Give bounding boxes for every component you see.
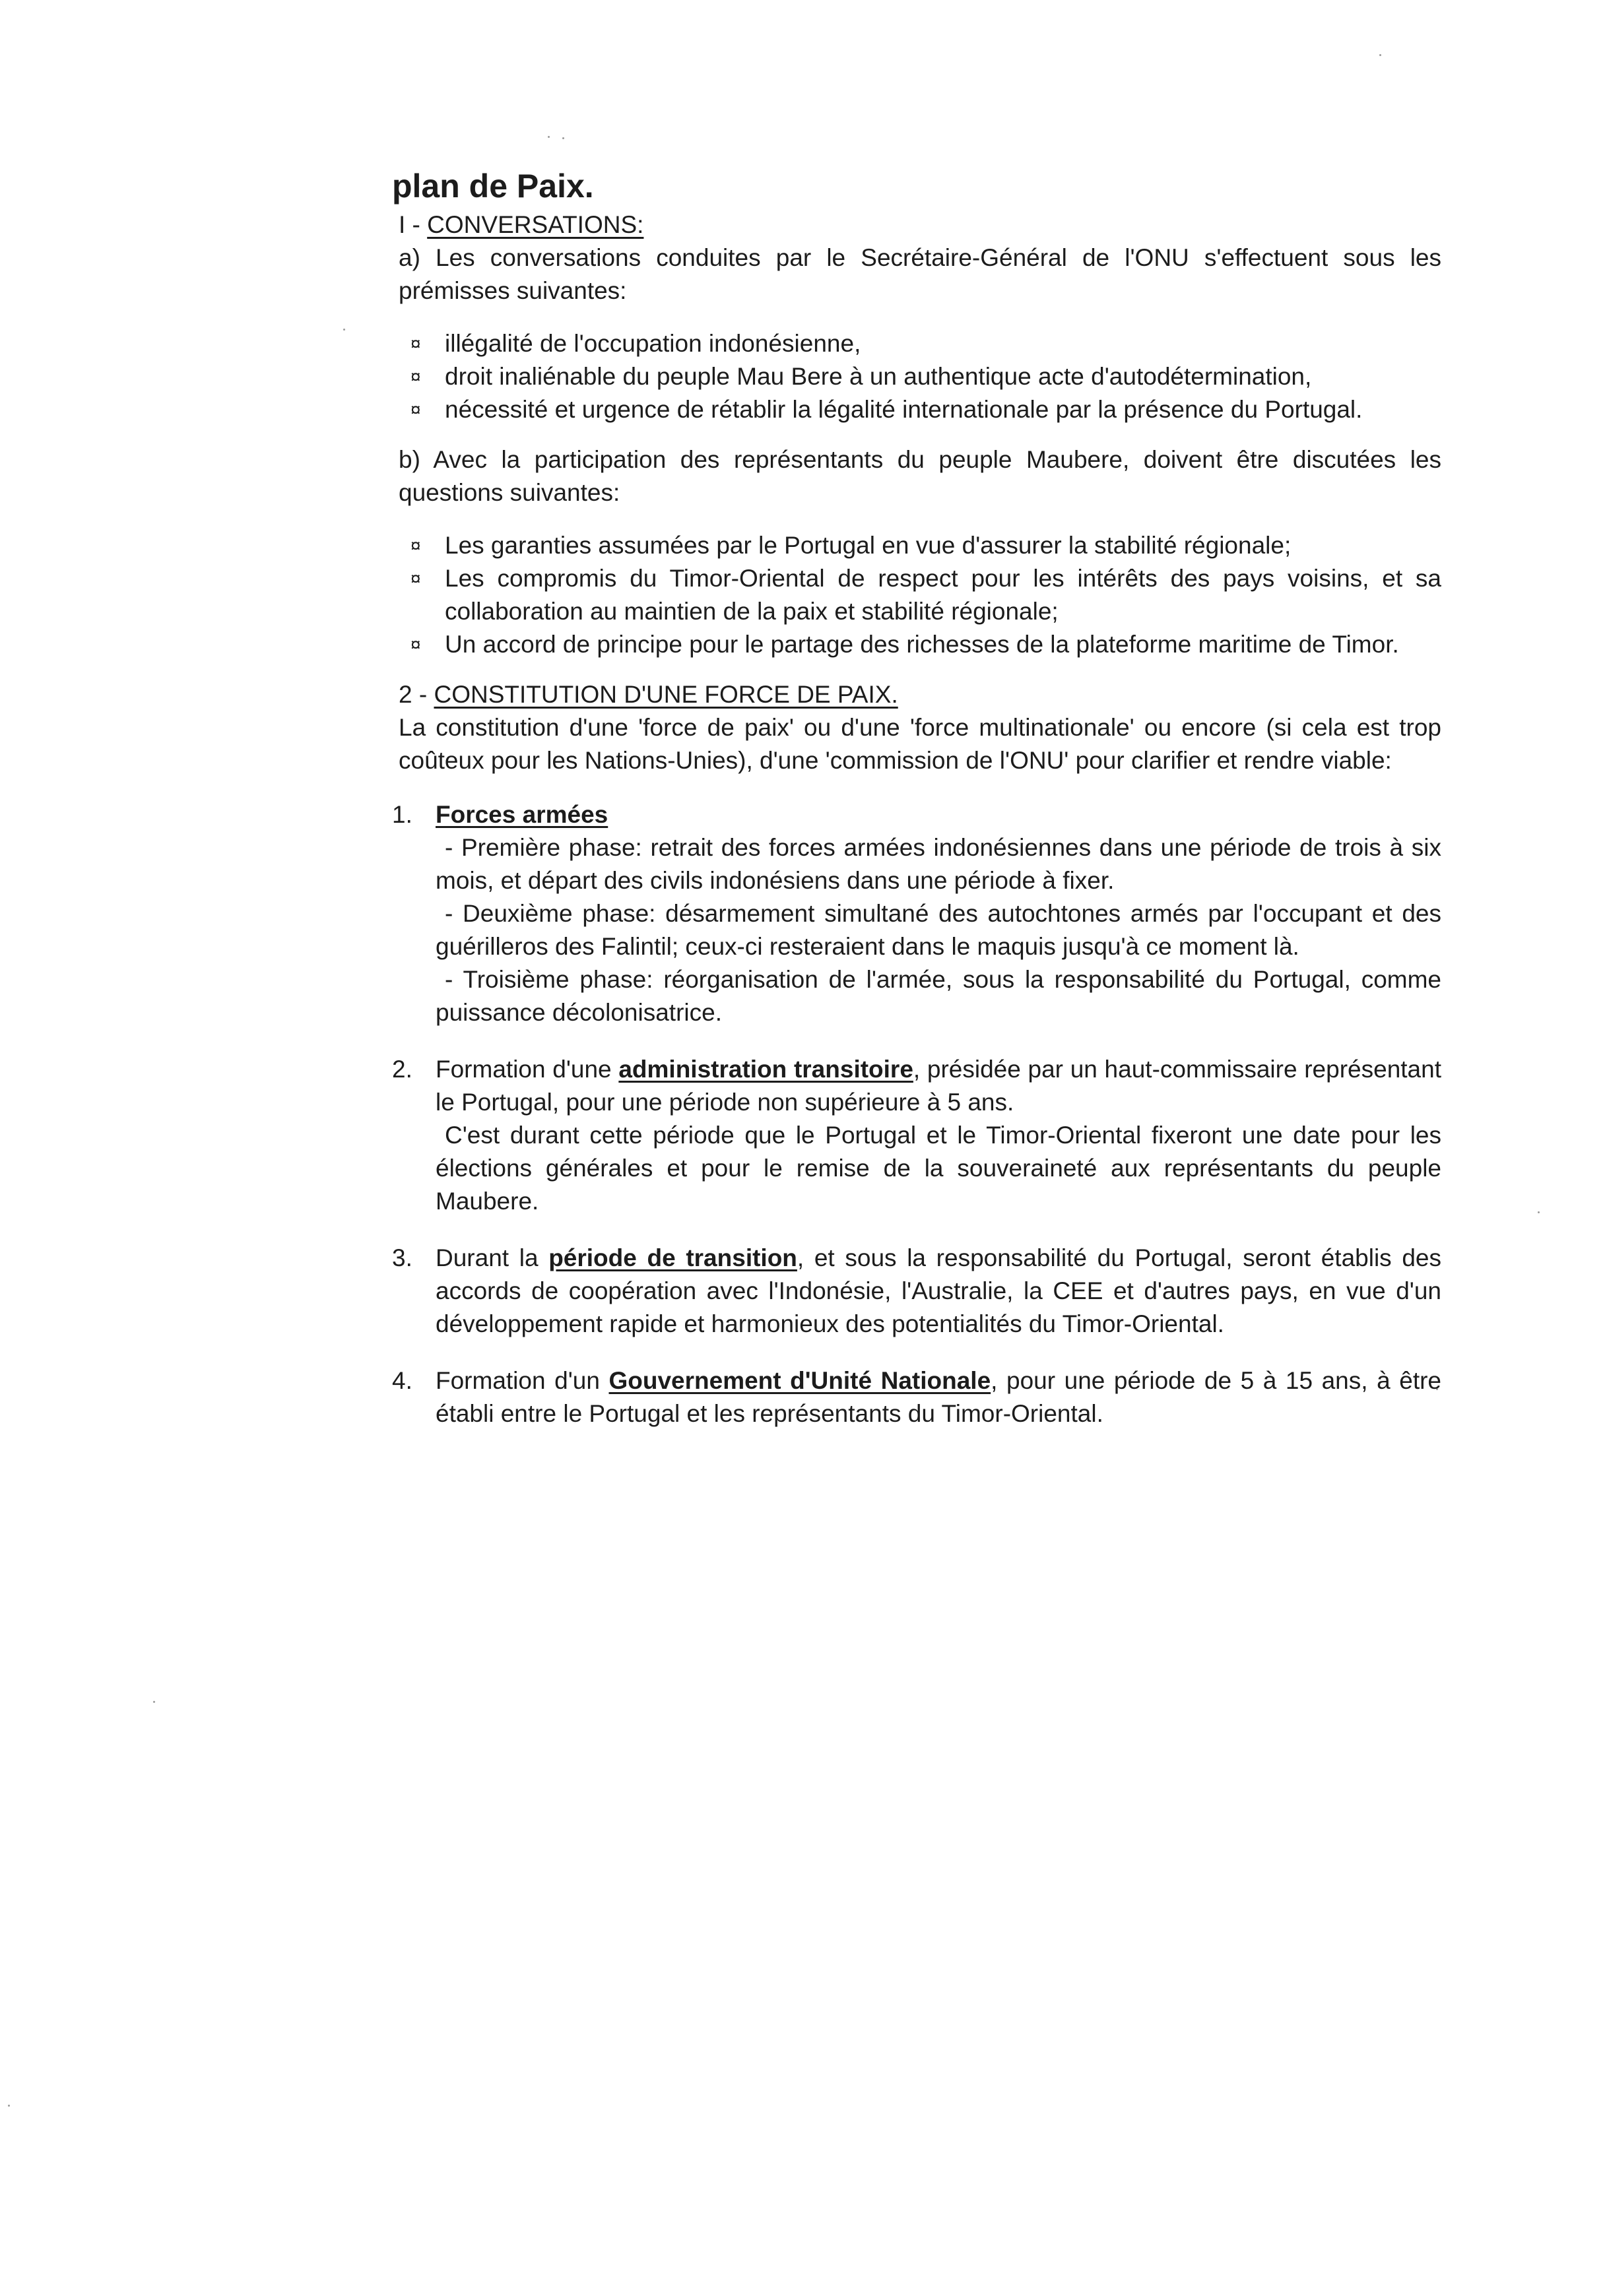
section-2-intro: La constitution d'une 'force de paix' ou d'une 'force multinationale' ou encore (si cela est trop coûteux pour les Nations-Unies), d'une 'commission de l'ONU' pour clarifier et rendre viable: xyxy=(399,714,1441,774)
item-text: Formation d'un Gouvernement d'Unité Nationale, pour une période de 5 à 15 ans, à être établi entre le Portugal et les représentants du Timor-Oriental. xyxy=(436,1367,1441,1427)
bullet-icon: ¤ xyxy=(410,535,421,556)
measures-list xyxy=(392,798,1441,1430)
scan-speck xyxy=(1379,54,1381,56)
item-emphasis: administration transitoire xyxy=(618,1056,913,1083)
section-2-heading xyxy=(392,678,1441,711)
item-text: Formation d'une administration transitoire, présidée par un haut-commissaire représentant le Portugal, pour une période non supérieure à 5 ans. xyxy=(436,1056,1441,1116)
bullet-icon: ¤ xyxy=(410,333,421,354)
list-item: ¤ Les compromis du Timor-Oriental de respect pour les intérêts des pays voisins, et sa collaboration au maintien de la paix et stabilité régionale; xyxy=(445,562,1441,628)
scan-speck xyxy=(562,137,564,139)
document-body xyxy=(392,165,1441,1454)
questions-list xyxy=(392,529,1441,661)
phase-3: - Troisième phase: réorganisation de l'armée, sous la responsabilité du Portugal, comme puissance décolonisatrice. xyxy=(436,966,1441,1026)
premises-list xyxy=(392,327,1441,426)
phase-1: - Première phase: retrait des forces armées indonésiennes dans une période de trois à six mois, et départ des civils indonésiens dans une période à fixer. xyxy=(436,834,1441,894)
scan-speck xyxy=(343,329,345,331)
item-number: 1. xyxy=(392,801,412,828)
bullet-icon: ¤ xyxy=(410,366,421,387)
item-text: Durant la période de transition, et sous la responsabilité du Portugal, seront établis des accords de coopération avec l'Indonésie, l'Australie, la CEE et d'autres pays, en vue d'un développement rapide et harmonieux des potentialités du Timor-Oriental. xyxy=(436,1244,1441,1337)
section-2-title: CONSTITUTION D'UNE FORCE DE PAIX. xyxy=(434,681,898,708)
scan-speck xyxy=(8,2105,10,2107)
bullet-icon: ¤ xyxy=(410,568,421,589)
item-number: 2. xyxy=(392,1056,412,1083)
paragraph-b: b) Avec la participation des représentants du peuple Maubere, doivent être discutées les questions suivantes: xyxy=(399,446,1441,506)
bullet-icon: ¤ xyxy=(410,399,421,420)
list-item xyxy=(392,1364,1441,1430)
scan-speck xyxy=(153,1701,155,1703)
item-emphasis: période de transition xyxy=(548,1244,797,1271)
item-extra: C'est durant cette période que le Portugal et le Timor-Oriental fixeront une date pour les élections générales et pour le remise de la souveraineté aux représentants du peuple Maubere. xyxy=(436,1122,1441,1215)
section-1-number: I - xyxy=(399,211,420,238)
section-2-number: 2 - xyxy=(399,681,428,708)
item-title: Forces armées xyxy=(436,801,608,828)
section-1-title: CONVERSATIONS: xyxy=(427,211,644,238)
list-item xyxy=(392,1053,1441,1218)
phase-2: - Deuxième phase: désarmement simultané des autochtones armés par l'occupant et des guérilleros des Falintil; ceux-ci resteraient dans le maquis jusqu'à ce moment là. xyxy=(436,900,1441,960)
scan-speck xyxy=(1538,1211,1540,1213)
item-emphasis: Gouvernement d'Unité Nationale xyxy=(608,1367,991,1394)
list-item: ¤ droit inaliénable du peuple Mau Bere à un authentique acte d'autodétermination, xyxy=(445,360,1441,393)
list-item: ¤ illégalité de l'occupation indonésienne, xyxy=(445,327,1441,360)
list-item: ¤ nécessité et urgence de rétablir la légalité internationale par la présence du Portugal. xyxy=(445,393,1441,426)
paragraph-a: a) Les conversations conduites par le Secrétaire-Général de l'ONU s'effectuent sous les prémisses suivantes: xyxy=(399,244,1441,304)
list-item: ¤ Les garanties assumées par le Portugal en vue d'assurer la stabilité régionale; xyxy=(445,529,1441,562)
bullet-icon: ¤ xyxy=(410,634,421,654)
section-1-heading xyxy=(392,208,1441,241)
item-number: 4. xyxy=(392,1367,412,1394)
list-item xyxy=(392,798,1441,1029)
page-title: plan de Paix. xyxy=(392,168,594,205)
item-number: 3. xyxy=(392,1244,412,1271)
scan-speck xyxy=(548,136,550,138)
list-item xyxy=(392,1242,1441,1341)
list-item: ¤ Un accord de principe pour le partage des richesses de la plateforme maritime de Timor. xyxy=(445,628,1441,661)
